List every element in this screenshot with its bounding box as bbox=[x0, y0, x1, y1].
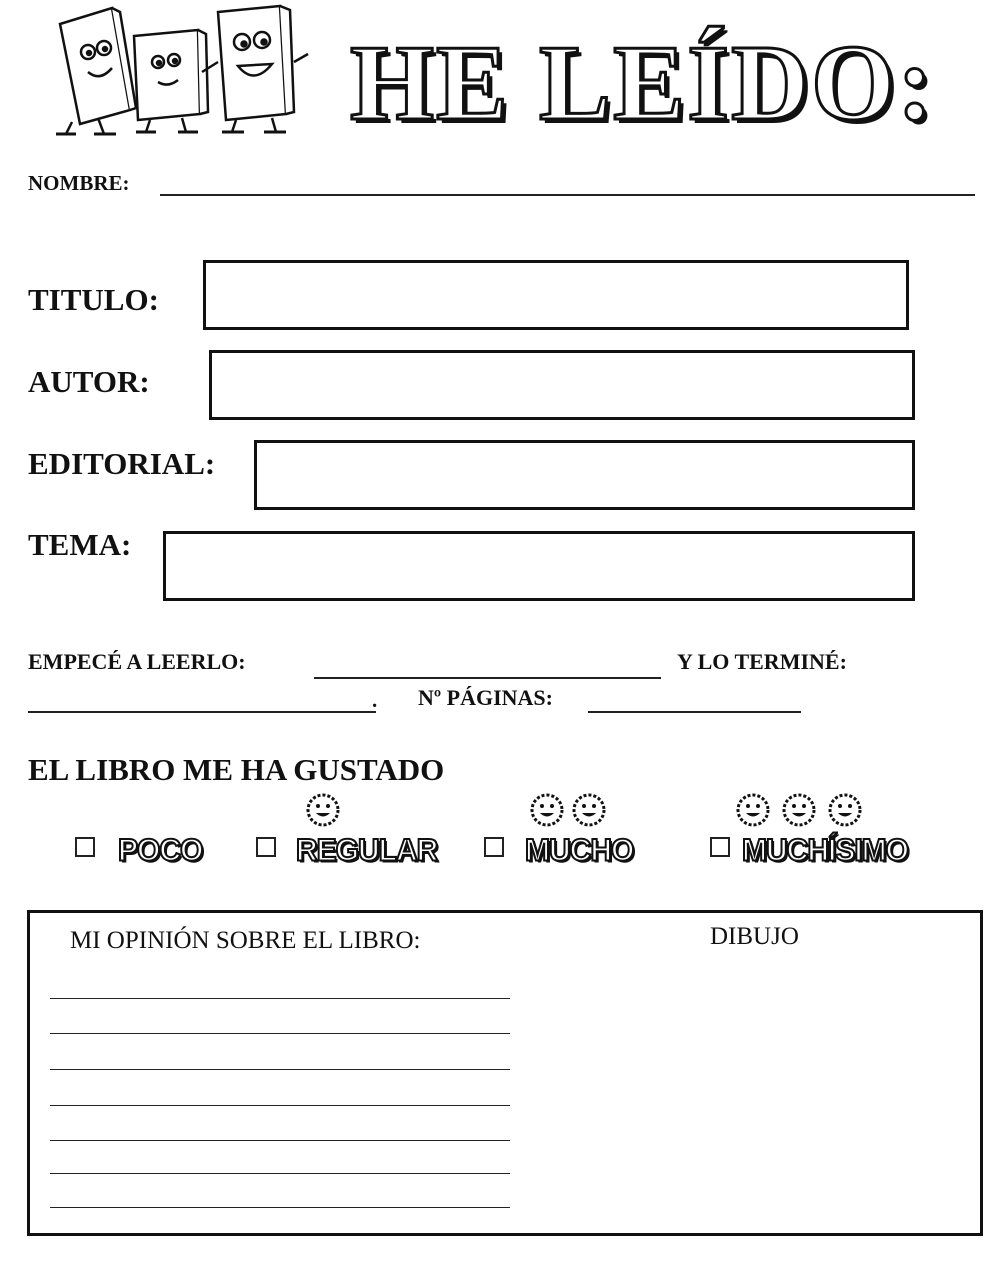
opinion-line[interactable] bbox=[50, 1033, 510, 1034]
rating-label-mucho: MUCHO bbox=[525, 833, 634, 868]
smiley-face-icon bbox=[306, 793, 340, 827]
rating-checkbox-muchisimo[interactable] bbox=[710, 837, 730, 857]
smiley-face-icon bbox=[828, 793, 862, 827]
opinion-label: MI OPINIÓN SOBRE EL LIBRO: bbox=[70, 927, 421, 954]
rating-checkbox-poco[interactable] bbox=[75, 837, 95, 857]
tema-field[interactable] bbox=[163, 531, 915, 601]
rating-heading: EL LIBRO ME HA GUSTADO bbox=[28, 752, 445, 787]
three-cartoon-books-icon bbox=[50, 2, 312, 142]
titulo-field[interactable] bbox=[203, 260, 909, 330]
rating-checkbox-mucho[interactable] bbox=[484, 837, 504, 857]
empece-label: EMPECÉ A LEERLO: bbox=[28, 649, 246, 674]
termine-field[interactable] bbox=[28, 711, 376, 713]
opinion-line[interactable] bbox=[50, 1105, 510, 1106]
nombre-field[interactable] bbox=[160, 194, 975, 196]
tema-label: TEMA: bbox=[28, 527, 132, 562]
paginas-label: Nº PÁGINAS: bbox=[418, 685, 553, 710]
paginas-field[interactable] bbox=[588, 711, 801, 713]
rating-label-muchisimo: MUCHÍSIMO bbox=[742, 833, 908, 868]
titulo-label: TITULO: bbox=[28, 282, 159, 317]
smiley-face-icon bbox=[530, 793, 564, 827]
smiley-face-icon bbox=[736, 793, 770, 827]
period-mark: . bbox=[372, 688, 378, 712]
opinion-line[interactable] bbox=[50, 1140, 510, 1141]
page-title: HE LEÍDO: bbox=[350, 24, 936, 143]
opinion-line[interactable] bbox=[50, 1207, 510, 1208]
drawing-label: DIBUJO bbox=[710, 923, 799, 950]
autor-label: AUTOR: bbox=[28, 364, 150, 399]
opinion-line[interactable] bbox=[50, 1069, 510, 1070]
empece-field[interactable] bbox=[314, 677, 661, 679]
editorial-field[interactable] bbox=[254, 440, 915, 510]
nombre-label: NOMBRE: bbox=[28, 171, 130, 195]
drawing-area[interactable] bbox=[520, 960, 970, 1220]
termine-label: Y LO TERMINÉ: bbox=[677, 649, 847, 674]
editorial-label: EDITORIAL: bbox=[28, 446, 216, 481]
rating-label-poco: POCO bbox=[118, 833, 203, 868]
autor-field[interactable] bbox=[209, 350, 915, 420]
smiley-face-icon bbox=[782, 793, 816, 827]
smiley-face-icon bbox=[572, 793, 606, 827]
rating-label-regular: REGULAR bbox=[296, 833, 438, 868]
opinion-line[interactable] bbox=[50, 998, 510, 999]
opinion-line[interactable] bbox=[50, 1173, 510, 1174]
rating-checkbox-regular[interactable] bbox=[256, 837, 276, 857]
